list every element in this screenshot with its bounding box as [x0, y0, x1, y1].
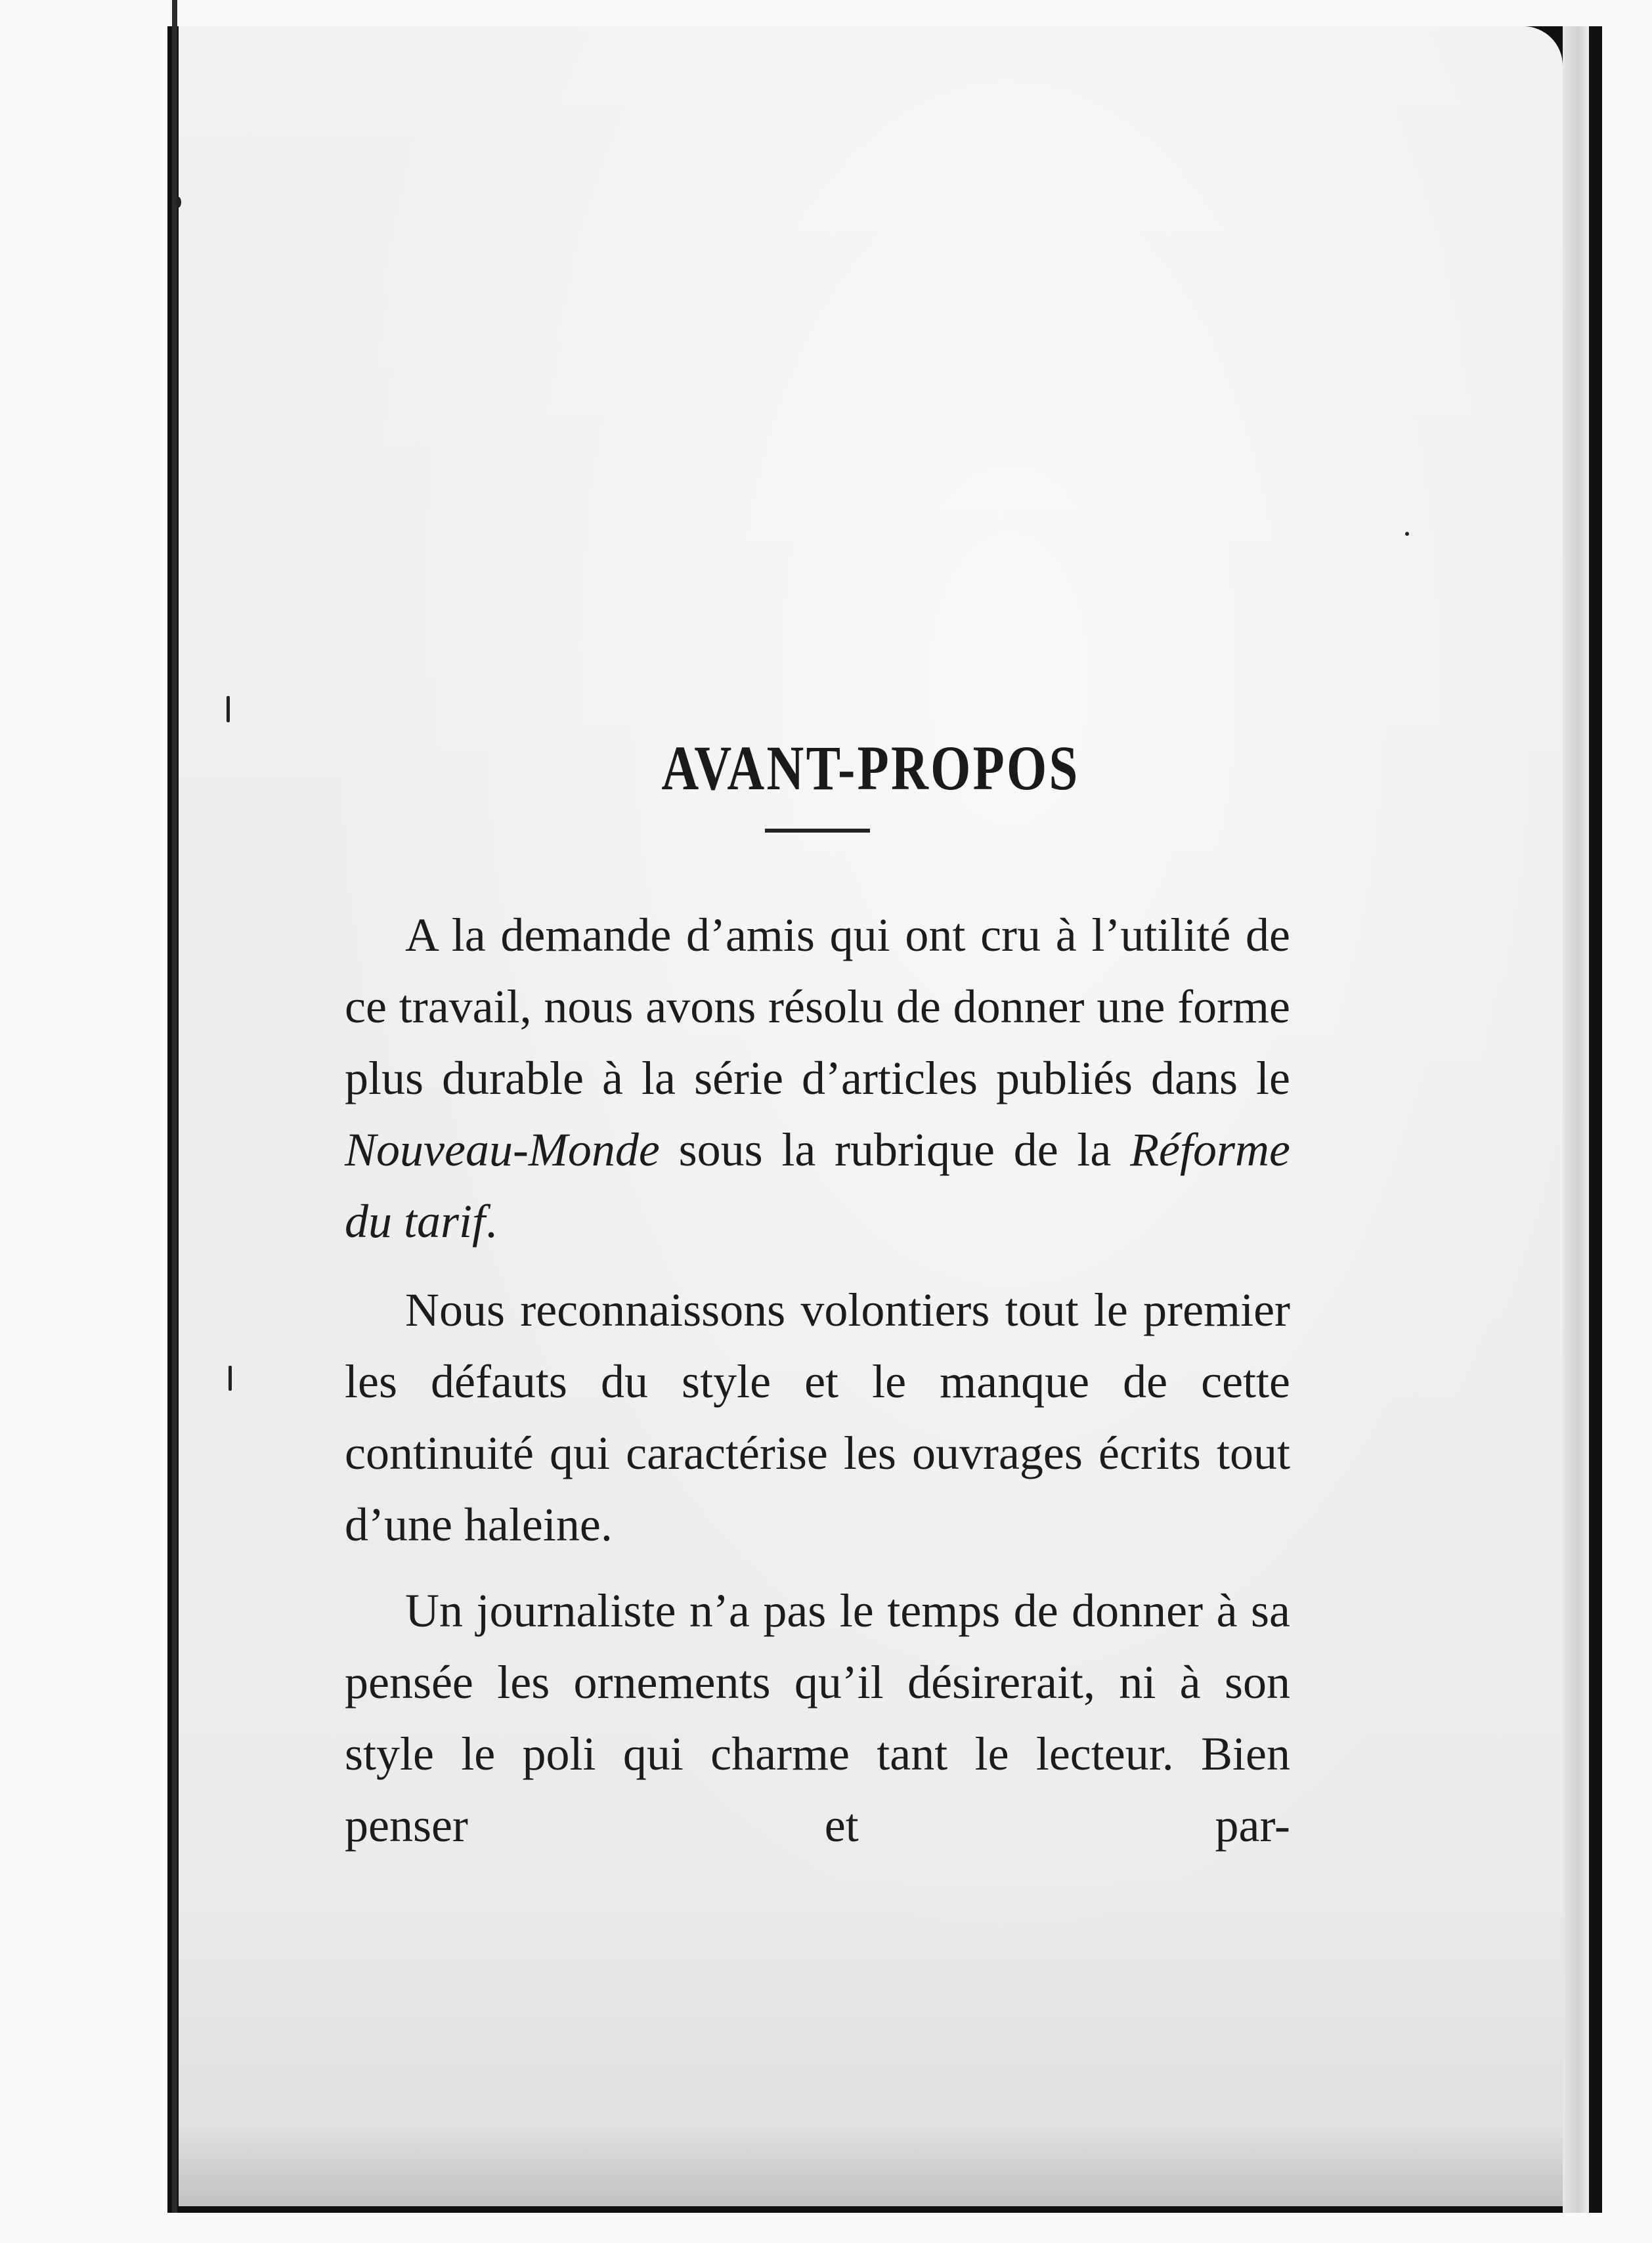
scan-speck [176, 197, 181, 207]
scan-top-margin [0, 0, 1652, 26]
scan-bottom-margin [0, 2213, 1652, 2243]
scan-speck [227, 696, 230, 722]
paragraph [345, 900, 1290, 1257]
scan-speck [228, 1366, 232, 1391]
paragraph-text: A la demande d’amis qui ont cru à l’utilité de ce travail, nous avons résolu de donner une forme plus durable à la série d’articles publiés dans le [345, 909, 1290, 1104]
page-edge [1563, 26, 1589, 2219]
italic-title: Réforme du tarif [345, 1123, 1290, 1248]
scan-right-margin [1602, 0, 1652, 2243]
page-title: AVANT-PROPOS [661, 733, 1080, 804]
paragraph-text: sous la rubrique de la [659, 1123, 1131, 1176]
title-rule [765, 829, 870, 833]
binding-edge [172, 0, 177, 2243]
scan-left-margin [0, 0, 167, 2243]
paragraph: Nous reconnaissons volontiers tout le premier les défauts du style et le manque de cette continuité qui caractérise les ouvrages écrits tout d’une haleine. [345, 1284, 1290, 1551]
scan-speck [1405, 532, 1409, 536]
paragraph-text: . [485, 1195, 498, 1248]
italic-title: Nouveau-Monde [345, 1123, 660, 1176]
page-bottom-shadow [179, 2127, 1563, 2206]
body-text [345, 900, 1290, 1876]
paragraph: Un journaliste n’a pas le temps de donner à sa pensée les ornements qu’il désirerait, ni à son style le poli qui charme tant le lecteur. Bien penser et par- [345, 1584, 1290, 1852]
